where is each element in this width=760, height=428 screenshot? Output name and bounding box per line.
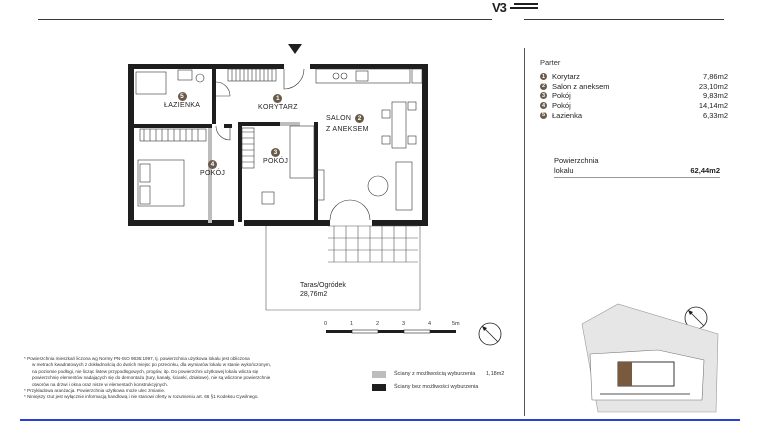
footnote-line: otworów na drzwi i okna oraz nisze w elementach konstrukcyjnych. — [32, 381, 169, 387]
room-area: 14,14m2 — [698, 101, 728, 111]
scale-tick: 1 — [350, 321, 354, 327]
logo-stripe — [514, 3, 538, 5]
room-label-bathroom — [164, 92, 200, 109]
wall-top-right — [310, 64, 426, 69]
scale-tick: 3 — [402, 321, 406, 327]
legend-label: Ściany z możliwością wyburzenia — [394, 371, 476, 377]
room-marker: 3 — [271, 148, 280, 157]
room-marker: 4 — [208, 160, 217, 169]
room-number: 1 — [541, 73, 546, 80]
total-area — [554, 156, 720, 178]
room-name: Pokój — [552, 101, 571, 111]
room-area: 7,86m2 — [702, 72, 728, 82]
terrace-area: 28,76m2 — [300, 291, 328, 298]
entrance-arrow-icon — [288, 44, 302, 54]
floor-label: Parter — [540, 58, 561, 67]
room-area: 6,33m2 — [702, 110, 728, 120]
room-label-room3 — [263, 148, 288, 165]
room-summary — [540, 58, 728, 120]
logo-stripe — [510, 7, 538, 9]
room-name: Korytarz — [552, 72, 580, 82]
header-rule-left — [38, 19, 492, 20]
room-name: Pokój — [552, 91, 571, 101]
room-area: 9,83m2 — [702, 91, 728, 101]
scale-tick: 5m — [452, 321, 460, 327]
legend-item — [372, 382, 504, 392]
scale-ticks — [324, 321, 464, 329]
legend — [372, 369, 504, 392]
room-row — [540, 91, 728, 101]
bathtub — [136, 72, 166, 94]
wall-bottom-right — [372, 220, 428, 226]
room-name: Salon z aneksem — [552, 81, 610, 91]
room-name: POKÓJ — [263, 158, 289, 165]
floor-plan — [120, 40, 440, 320]
room-row — [540, 82, 728, 92]
scale-tick: 4 — [428, 321, 432, 327]
header-rule-right — [524, 19, 724, 20]
brand-logo-text: V3 — [492, 0, 506, 15]
room-label-living — [326, 114, 369, 133]
legend-item — [372, 369, 504, 379]
sofa — [396, 162, 412, 210]
room-number: 4 — [541, 102, 546, 109]
room-area: 23,10m2 — [698, 81, 728, 91]
room-name-line2: Z ANEKSEM — [326, 126, 369, 133]
wall-room3-left — [238, 122, 242, 222]
room-number: 3 — [541, 92, 546, 99]
room-name: SALON — [326, 115, 352, 122]
dining-table — [392, 102, 406, 148]
sink — [178, 70, 192, 80]
unit-highlight — [618, 362, 632, 386]
room-row — [540, 110, 728, 120]
terrace-name: Taras/Ogródek — [300, 282, 346, 289]
terrace-label — [300, 281, 346, 299]
room-name: POKÓJ — [200, 170, 226, 177]
coffee-table — [368, 176, 388, 196]
site-map — [578, 300, 724, 414]
compass-icon — [476, 320, 504, 348]
scale-tick: 2 — [376, 321, 380, 327]
room-row — [540, 101, 728, 111]
legend-value: 1,18m2 — [486, 371, 505, 377]
footnote-line: * Powierzchnia mieszkań liczona wg Normy PN-ISO 9836:1997, tj. powierzchnia użytkowa lokalu jest obliczona — [24, 356, 250, 361]
room-label-room4 — [200, 160, 225, 177]
bed-single — [290, 126, 314, 178]
bed-double — [138, 160, 184, 206]
footnote-line: * Przykładowa aranżacja. Powierzchnia użytkowa może ulec zmianie. — [24, 388, 166, 394]
room-marker: 1 — [273, 94, 282, 103]
total-label: Powierzchnia — [554, 156, 599, 165]
legend-swatch — [372, 384, 386, 391]
panel-divider — [524, 48, 525, 416]
wall-right — [422, 64, 428, 226]
footer-rule — [20, 419, 740, 421]
total-label-line2: lokalu — [554, 166, 574, 175]
room-number: 5 — [541, 112, 546, 119]
terrace-door — [330, 200, 370, 220]
wall-stub — [224, 124, 232, 128]
demolishable-wall — [280, 122, 300, 126]
legend-label: Ściany bez możliwości wyburzenia — [394, 384, 479, 390]
room-label-corridor — [258, 94, 298, 111]
legend-swatch — [372, 371, 386, 378]
room-marker: 5 — [178, 92, 187, 101]
room-name: ŁAZIENKA — [164, 102, 201, 109]
total-value: 62,44m2 — [690, 166, 720, 175]
wall-bathroom-right — [212, 69, 216, 124]
wall-top-left — [128, 64, 284, 69]
wall-room3-top — [238, 122, 280, 126]
brand-logo — [492, 0, 506, 15]
room-name: Łazienka — [552, 110, 583, 120]
room-marker: 2 — [355, 114, 364, 123]
toilet — [196, 74, 204, 82]
footnote-line: powierzchnię elementów nadających się do demontażu (tury, kanały, ścianki, działowe), nie są wliczone powierzchnie — [32, 375, 271, 381]
entrance-door — [284, 69, 304, 89]
room-name: KORYTARZ — [258, 104, 298, 111]
chair — [262, 192, 274, 204]
footnote-line: na poziomie podłogi, nie licząc listew przypodłogowych, progów, itp. Do powierzchni użytkowej lokalu wlicza się — [32, 368, 259, 374]
footnote-line: * Niniejszy rzut jest wyłącznie informacją handlową i nie stanowi oferty w rozumieniu art. 66 §1 Kodeksu Cywilnego. — [24, 394, 259, 400]
room-number: 2 — [541, 83, 546, 90]
wall-left — [128, 64, 134, 226]
footnote-line: w metrach kwadratowych z dokładnością do dwóch miejsc po przecinku, dla wymiarów lokalu w stanie wykończonym, — [32, 362, 271, 368]
footnotes — [24, 356, 324, 401]
wall-bathroom-bottom — [128, 124, 212, 128]
wall-bottom-left — [128, 220, 234, 226]
room-row — [540, 72, 728, 82]
total-rule — [554, 177, 720, 178]
scale-tick: 0 — [324, 321, 328, 327]
